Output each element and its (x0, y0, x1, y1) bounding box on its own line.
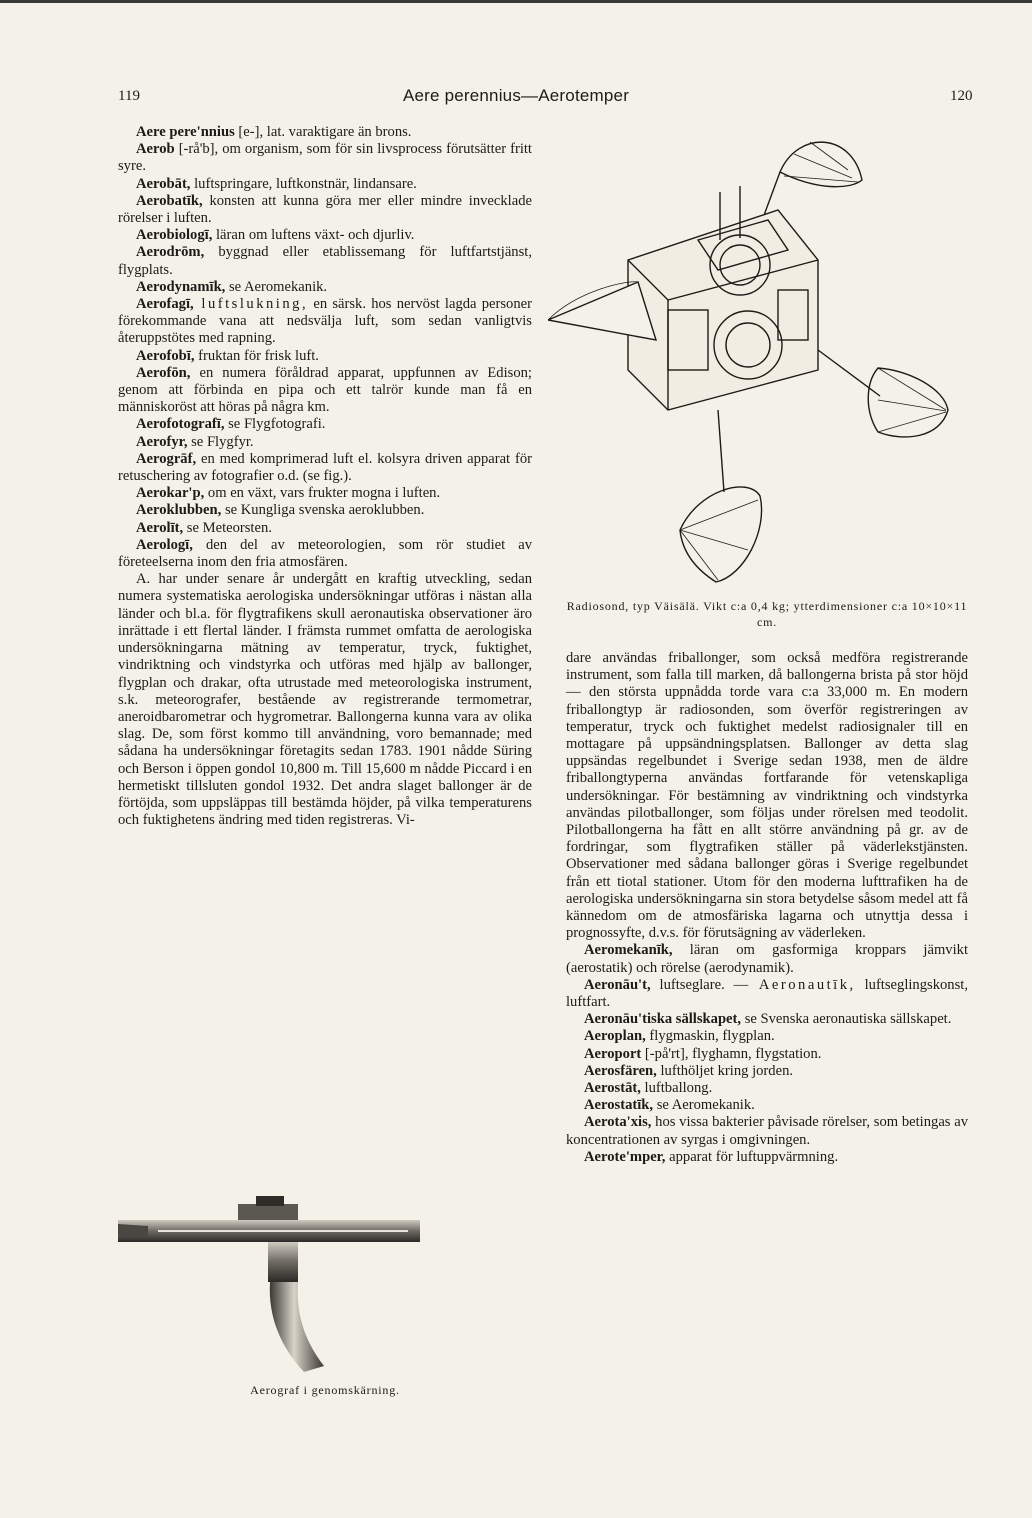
spaced-term: luftslukning, (193, 296, 309, 313)
headword: Aerota'xis, (584, 1114, 652, 1131)
cone-left (548, 282, 656, 340)
entry (118, 124, 532, 141)
headword: Aerostatīk, (584, 1097, 654, 1114)
headword: Aerolīt, (136, 519, 184, 536)
entry (118, 296, 532, 348)
entry (566, 1097, 968, 1114)
headword: Aeromekanīk, (584, 942, 673, 959)
headword: Aerofobī, (136, 347, 195, 364)
top-rule (0, 0, 1032, 3)
right-column (566, 650, 968, 1166)
running-head: Aere perennius—Aerotemper (402, 86, 630, 105)
radiosond-caption: Radiosond, typ Väisälä. Vikt c:a 0,4 kg; ytterdimensioner c:a 10×10×11 cm. (566, 599, 968, 629)
definition: se Svenska aeronautiska sällskapet. (741, 1011, 952, 1028)
definition: läran om luftens växt- och djurliv. (212, 227, 415, 244)
headword: Aerofagī, (136, 296, 194, 313)
right-page-number: 120 (950, 88, 973, 104)
headword: Aerobiologī, (136, 227, 213, 244)
radiosond-illustration (548, 120, 978, 600)
entry (118, 537, 532, 571)
cone-top (780, 142, 862, 187)
body-paragraph (118, 571, 532, 829)
definition: [-rå'b], om organism, som för sin livsprocess förutsätter fritt syre. (118, 141, 532, 175)
headword: Aerote'mper, (584, 1148, 666, 1165)
definition: luftspringare, luftkonstnär, lindansare. (190, 175, 417, 192)
headword: Aerodrōm, (136, 244, 205, 261)
headword: Aere pere'nnius (136, 124, 235, 140)
entry (566, 1149, 968, 1166)
entry (118, 434, 532, 451)
definition: lufthöljet kring jorden. (656, 1062, 794, 1079)
aerograf-hose (270, 1282, 324, 1372)
definition: luftseglare. — (650, 976, 749, 993)
definition: en särsk. hos nervöst lagda personer förekommande vana att nedsvälja luft, som sedan vanligtvis återuppstötes med rapning. (118, 296, 532, 347)
entry (566, 1063, 968, 1080)
definition: se Meteorsten. (183, 519, 272, 536)
entry (118, 451, 532, 485)
definition: [e-], lat. varaktigare än brons. (234, 124, 412, 140)
definition: apparat för luftuppvärmning. (665, 1148, 839, 1165)
definition: en numera föråldrad apparat, uppfunnen av Edison; genom att förbinda en pipa och ett talrör kunde man få en människoröst att höras på några km. (118, 364, 532, 416)
headword: Aerokar'p, (136, 485, 205, 502)
entry (566, 1028, 968, 1045)
definition: [-på'rt], flyghamn, flygstation. (641, 1045, 822, 1062)
headword: Aerologī, (136, 536, 193, 553)
definition: flygmaskin, flygplan. (645, 1028, 775, 1045)
entry (118, 244, 532, 278)
left-page-number: 119 (118, 88, 140, 104)
paragraph-text: dare användas friballonger, som också medföra registrerande instrument, som falla till marken, då ballongerna brista på stor höjd — den största uppnådda torde vara c:a 33,000 m. En modern friballongtyp är radiosonden, som överför registreringen av temperatur, tryck och fuktighet medelst radiosignaler till en mottagare på uppsändningsplatsen. Ballonger av detta slag uppsändas regelbundet i Sverige sedan 1938, men de äldre friballongtyperna användas fortfarande för vetenskapliga undersökningar. För bestämning av vindriktning och vindstyrka användas pilotballonger, som följas under rörelsen med teodolit. Pilotballongerna ha fått en allt större användning på gr. av de fordringar, som flygtrafiken ställer på väderlekstjänsten. Observationer med sådana ballonger göras i Sverige regelbundet från ett tiotal stationer. Utom för den moderna lufttrafiken ha de aerologiska undersökningarna sin stora betydelse såsom medel att få kännedom om de atmosfäriska lagarna och utnyttja dessa i prognossyfte, d.v.s. för förutsägning av väderleken. (566, 650, 968, 942)
headword: Aerofōn, (136, 364, 191, 381)
entry (118, 485, 532, 502)
entry (566, 1011, 968, 1028)
aerograf-caption: Aerograf i genomskärning. (250, 1383, 400, 1397)
definition: luftseglingskonst, luftfart. (566, 976, 968, 1011)
aerograf-illustration (118, 1196, 438, 1376)
headword: Aeronāu't, (584, 976, 651, 993)
definition: byggnad eller etablissemang för luftfartstjänst, flygplats. (118, 244, 532, 278)
entry (566, 1046, 968, 1063)
headword: Aerobatīk, (136, 192, 203, 209)
paragraph-text: A. har under senare år undergått en kraftig utveckling, sedan numera systematiska aerologiska undersökningar utföras i nästan alla länder och bl.a. för flygtrafikens skull aeronautiska observationer äro inrättade i ett flertal länder. I främsta rummet omfatta de aerologiska undersökningarna mätning av temperatur, tryck, fuktighet, vindriktning och vindstyrka och utföras med hjälp av ballonger, flygplan och drakar, ofta utrustade med meteorologiska instrument, s.k. meteorografer, bestående av registrerande termometrar, aneroidbarometrar och hygrometrar. Ballongerna kunna vara av olika slag. De, som först kommo till användning, voro bemannade; med sådana ha undersökningar företagits sedan 1783. 1901 nådde Süring och Berson i öppen gondol 10,800 m. Till 15,600 m nådde Piccard i en hermetiskt tillsluten gondol 1932. Det andra slaget ballonger är de förtöjda, som uppsläppas till bestämda höjder, på vilka temperaturens och fuktighetens ändring med tiden registreras. Vi- (118, 571, 532, 829)
definition: konsten att kunna göra mer eller mindre invecklade rörelser i luften. (118, 192, 532, 227)
definition: se Kungliga svenska aeroklubben. (221, 502, 425, 519)
headword: Aerogrāf, (136, 450, 197, 467)
definition: luftballong. (640, 1080, 713, 1097)
entry (118, 348, 532, 365)
entry (118, 176, 532, 193)
headword: Aerostāt, (584, 1080, 641, 1097)
spaced-term: Aeronautīk, (748, 976, 856, 993)
headword: Aerofyr, (136, 433, 188, 450)
definition: se Aeromekanik. (225, 278, 328, 295)
headword: Aeroklubben, (136, 502, 222, 519)
definition: en med komprimerad luft el. kolsyra driven apparat för retuschering av fotografier o.d. (se fig.). (118, 450, 532, 485)
headword: Aerodynamīk, (136, 278, 226, 295)
definition: se Flygfotografi. (224, 416, 326, 433)
cone-bottom (680, 487, 762, 582)
definition: läran om gasformiga kroppars jämvikt (aerostatik) och rörelse (aerodynamik). (566, 942, 968, 976)
entry (118, 227, 532, 244)
entry (118, 502, 532, 519)
definition: den del av meteorologien, som rör studiet av företeelserna inom den fria atmosfären. (118, 536, 532, 571)
headword: Aerosfären, (584, 1062, 657, 1079)
headword: Aerobāt, (136, 175, 191, 192)
headword: Aeronāu'tiska sällskapet, (584, 1011, 742, 1028)
headword: Aerofotografī, (136, 416, 225, 433)
entry (118, 416, 532, 433)
entry (118, 279, 532, 296)
definition: hos vissa bakterier påvisade rörelser, som betingas av koncentrationen av syrgas i omgivningen. (566, 1114, 968, 1148)
entry (118, 141, 532, 175)
aerograf-valve (238, 1204, 298, 1220)
headword: Aeroport (584, 1045, 642, 1062)
headword: Aerob (136, 141, 175, 158)
cone-right (868, 368, 948, 437)
entry (566, 1080, 968, 1097)
definition: se Flygfyr. (187, 433, 254, 450)
entry (566, 942, 968, 976)
definition: fruktan för frisk luft. (194, 347, 319, 364)
entry (118, 520, 532, 537)
body-paragraph (566, 650, 968, 942)
left-column (118, 124, 532, 829)
headword: Aeroplan, (584, 1028, 646, 1045)
entry (118, 365, 532, 417)
definition: om en växt, vars frukter mogna i luften. (204, 485, 441, 502)
entry (566, 977, 968, 1011)
entry (118, 193, 532, 227)
definition: se Aeromekanik. (653, 1097, 755, 1114)
entry (566, 1114, 968, 1148)
